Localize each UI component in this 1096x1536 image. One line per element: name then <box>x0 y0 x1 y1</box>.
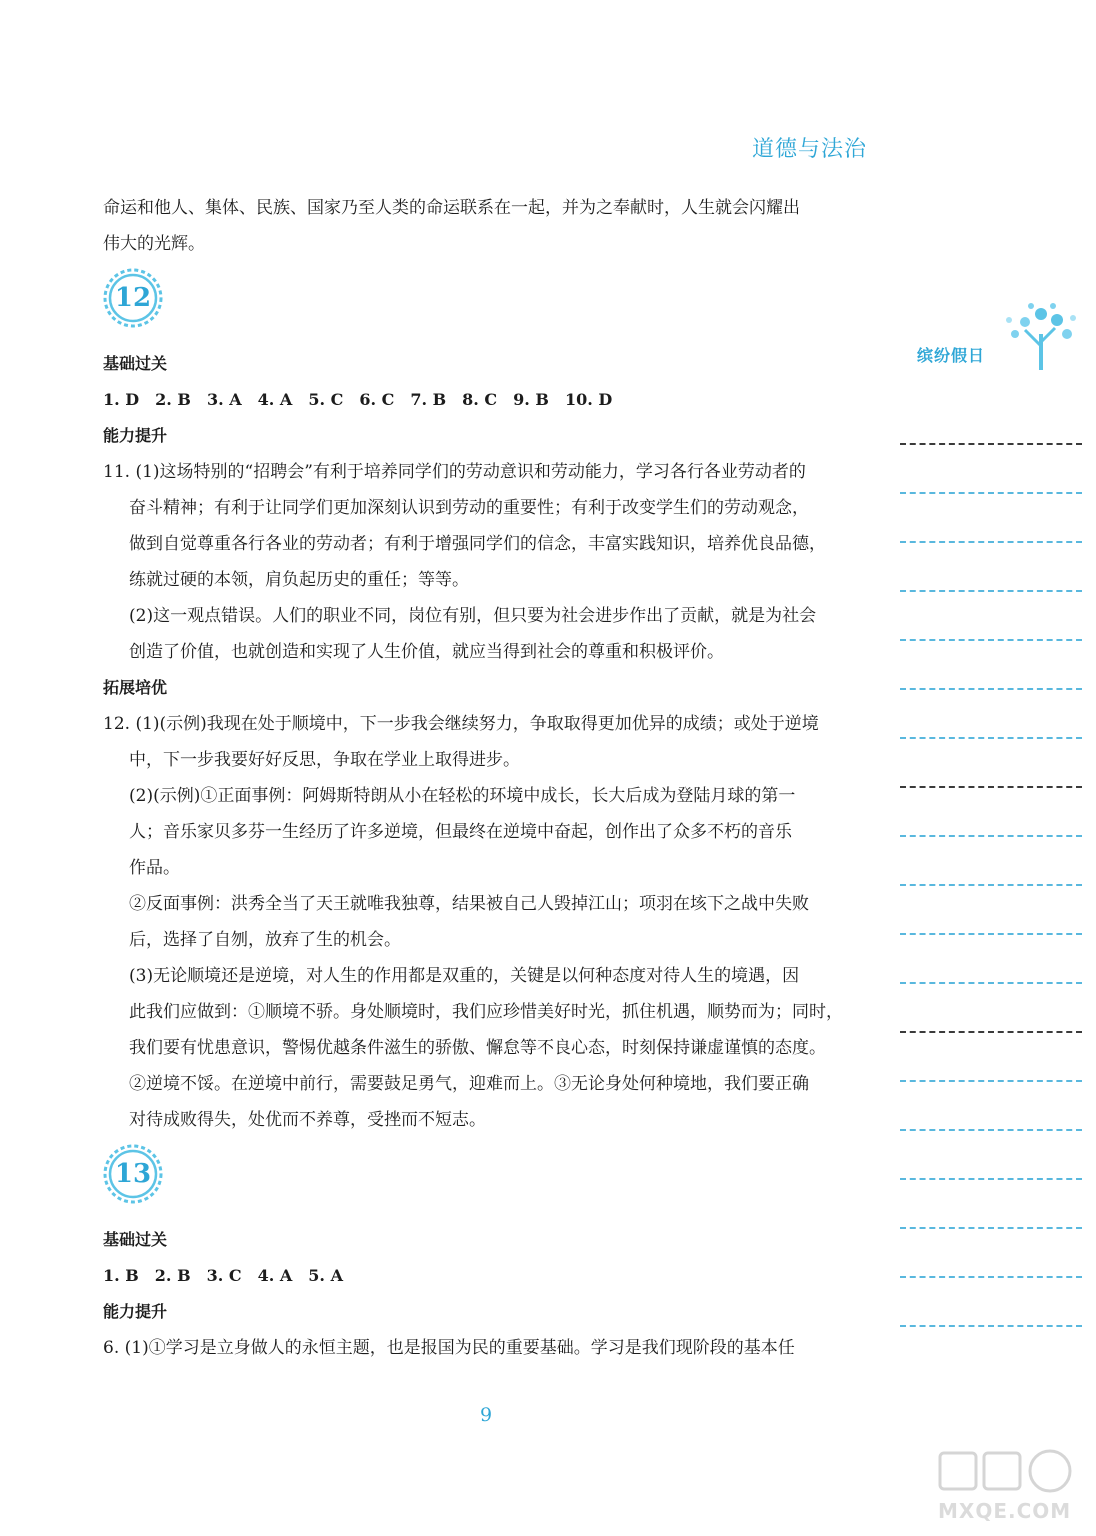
note-line <box>900 494 1082 543</box>
badge-icon <box>103 1144 163 1204</box>
badge-icon <box>103 268 163 328</box>
note-line <box>900 739 1082 788</box>
watermark-logo-icon <box>920 1445 1090 1505</box>
note-line <box>900 641 1082 690</box>
note-line <box>900 445 1082 494</box>
note-line <box>900 1180 1082 1229</box>
answer-line: (3)无论顺境还是逆境，对人生的作用都是双重的，关键是以何种态度对待人生的境遇，因 <box>129 966 800 986</box>
answer-line: 练就过硬的本领，肩负起历史的重任；等等。 <box>129 570 469 590</box>
answer-line: (2)(示例)①正面事例：阿姆斯特朗从小在轻松的环境中成长，长大后成为登陆月球的第一 <box>129 786 796 806</box>
note-line <box>900 1278 1082 1327</box>
section-number: 13 <box>114 1159 152 1189</box>
answer-line: 作品。 <box>129 858 180 878</box>
answer-line: ②逆境不馁。在逆境中前行，需要鼓足勇气，迎难而上。③无论身处何种境地，我们要正确 <box>129 1074 809 1094</box>
answer-key: 1. B 2. B 3. C 4. A 5. A <box>103 1266 343 1285</box>
answer-line: 人；音乐家贝多芬一生经历了许多逆境，但最终在逆境中奋起，创作出了众多不朽的音乐 <box>129 822 792 842</box>
brand-logo <box>913 300 1083 380</box>
answer-line: 对待成败得失，处优而不养尊，受挫而不短志。 <box>129 1110 486 1130</box>
section-heading: 基础过关 <box>103 1230 168 1249</box>
note-line <box>900 592 1082 641</box>
answer-key: 1. D 2. B 3. A 4. A 5. C 6. C 7. B 8. C 9. B 10. D <box>103 390 613 409</box>
section-12-badge <box>103 268 873 340</box>
note-line <box>900 543 1082 592</box>
watermark-text: MXQE.COM <box>938 1499 1072 1523</box>
section-number: 12 <box>114 283 152 313</box>
note-line <box>900 396 1082 445</box>
intro-line: 命运和他人、集体、民族、国家乃至人类的命运联系在一起，并为之奉献时，人生就会闪耀出 <box>103 198 800 218</box>
section-heading: 能力提升 <box>103 426 168 445</box>
section-13-badge <box>103 1144 873 1216</box>
section-heading: 基础过关 <box>103 354 168 373</box>
section-heading: 能力提升 <box>103 1302 168 1321</box>
notes-lines <box>900 396 1082 1327</box>
subject-title: 道德与法治 <box>752 137 868 162</box>
answer-line: 11. (1)这场特别的“招聘会”有利于培养同学们的劳动意识和劳动能力，学习各行各业劳动者的 <box>103 462 806 482</box>
note-line <box>900 837 1082 886</box>
section-heading: 拓展培优 <box>103 678 168 697</box>
answer-line: 我们要有忧患意识，警惕优越条件滋生的骄傲、懈怠等不良心态，时刻保持谦虚谨慎的态度。 <box>129 1038 826 1058</box>
tree-icon <box>913 300 1083 380</box>
main-content <box>103 190 873 1366</box>
answer-line: 后，选择了自刎，放弃了生的机会。 <box>129 930 401 950</box>
answer-line: 6. (1)①学习是立身做人的永恒主题，也是报国为民的重要基础。学习是我们现阶段的基本任 <box>103 1338 795 1358</box>
answer-line: 创造了价值，也就创造和实现了人生价值，就应当得到社会的尊重和积极评价。 <box>129 642 724 662</box>
answer-line: 中，下一步我要好好反思，争取在学业上取得进步。 <box>129 750 520 770</box>
note-line <box>900 1033 1082 1082</box>
answer-line: 做到自觉尊重各行各业的劳动者；有利于增强同学们的信念，丰富实践知识，培养优良品德， <box>129 534 826 554</box>
note-line <box>900 984 1082 1033</box>
note-line <box>900 886 1082 935</box>
watermark <box>920 1445 1090 1530</box>
note-line <box>900 690 1082 739</box>
answer-line: 奋斗精神；有利于让同学们更加深刻认识到劳动的重要性；有利于改变学生们的劳动观念， <box>129 498 809 518</box>
note-line <box>900 1082 1082 1131</box>
note-line <box>900 788 1082 837</box>
page-number: 9 <box>479 1404 493 1426</box>
brand-label: 缤纷假日 <box>917 346 986 365</box>
note-line <box>900 1131 1082 1180</box>
answer-line: ②反面事例：洪秀全当了天王就唯我独尊，结果被自己人毁掉江山；项羽在垓下之战中失败 <box>129 894 809 914</box>
note-line <box>900 1229 1082 1278</box>
note-line <box>900 935 1082 984</box>
intro-line: 伟大的光辉。 <box>103 234 205 254</box>
answer-line: 此我们应做到：①顺境不骄。身处顺境时，我们应珍惜美好时光，抓住机遇，顺势而为；同时， <box>129 1002 843 1022</box>
answer-line: (2)这一观点错误。人们的职业不同，岗位有别，但只要为社会进步作出了贡献，就是为社会 <box>129 606 817 626</box>
answer-line: 12. (1)(示例)我现在处于顺境中，下一步我会继续努力，争取取得更加优异的成绩；或处于逆境 <box>103 714 819 734</box>
